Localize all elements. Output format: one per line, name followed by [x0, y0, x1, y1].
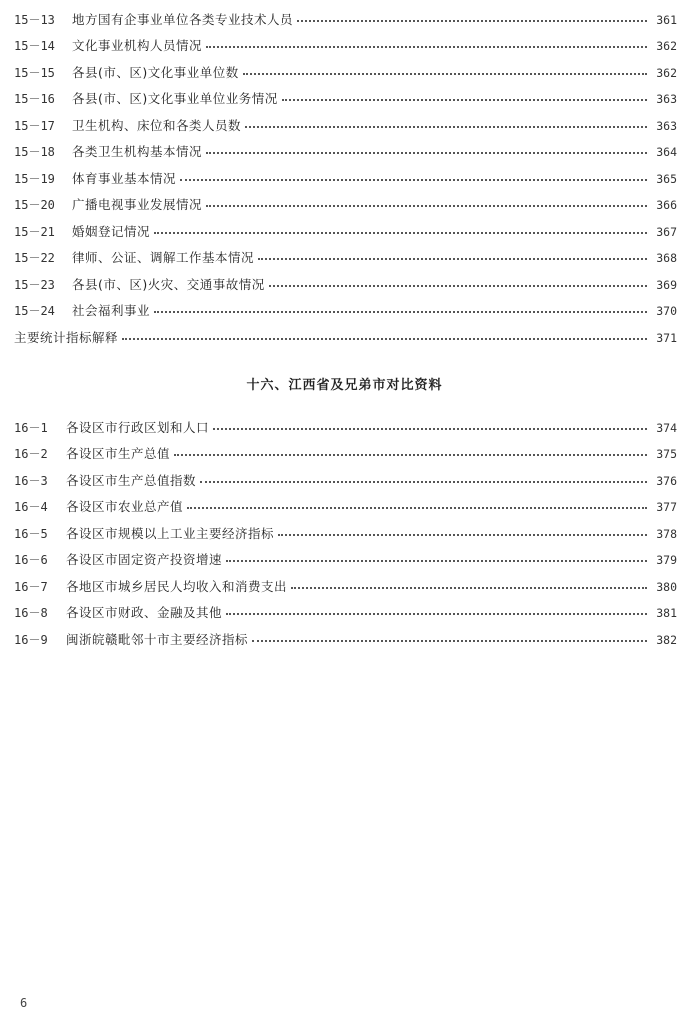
entry-title: 律师、公证、调解工作基本情况 [72, 250, 255, 265]
entry-title: 广播电视事业发展情况 [72, 197, 203, 212]
entry-number: 15－24 [14, 304, 55, 318]
entry-number: 15－17 [14, 119, 55, 133]
toc-entry-15-16[interactable] [14, 89, 677, 109]
entry-page: 377 [656, 500, 677, 514]
entry-number: 15－18 [14, 145, 55, 159]
entry-page: 382 [656, 633, 677, 647]
entry-title: 卫生机构、床位和各类人员数 [72, 118, 242, 133]
toc-entry-16-5[interactable] [14, 524, 677, 544]
dot-leader [200, 481, 647, 483]
entry-title: 各县(市、区)文化事业单位业务情况 [72, 91, 278, 106]
dot-leader [226, 613, 647, 615]
toc-entry-indicator-explanation[interactable] [14, 328, 677, 348]
dot-leader [206, 152, 647, 154]
entry-title: 各设区市农业总产值 [66, 499, 184, 514]
entry-page: 367 [656, 225, 677, 239]
toc-entry-15-17[interactable] [14, 116, 677, 136]
toc-entry-15-24[interactable] [14, 301, 677, 321]
toc-entry-16-6[interactable] [14, 550, 677, 570]
entry-page: 378 [656, 527, 677, 541]
entry-title: 体育事业基本情况 [72, 171, 177, 186]
entry-page: 380 [656, 580, 677, 594]
entry-title: 各设区市财政、金融及其他 [66, 605, 223, 620]
toc-entry-16-7[interactable] [14, 577, 677, 597]
entry-number: 16－2 [14, 447, 48, 461]
toc-entry-15-19[interactable] [14, 169, 677, 189]
toc-entry-15-14[interactable] [14, 36, 677, 56]
toc-entry-16-8[interactable] [14, 603, 677, 623]
dot-leader [243, 73, 647, 75]
entry-number: 16－9 [14, 633, 48, 647]
entry-page: 370 [656, 304, 677, 318]
toc-entry-16-3[interactable] [14, 471, 677, 491]
dot-leader [252, 640, 647, 642]
entry-title: 各县(市、区)文化事业单位数 [72, 65, 239, 80]
entry-page: 362 [656, 66, 677, 80]
entry-page: 363 [656, 119, 677, 133]
entry-title: 社会福利事业 [72, 303, 151, 318]
entry-number: 16－3 [14, 474, 48, 488]
dot-leader [282, 99, 647, 101]
entry-number: 16－5 [14, 527, 48, 541]
entry-page: 369 [656, 278, 677, 292]
toc-entry-15-15[interactable] [14, 63, 677, 83]
entry-title: 闽浙皖赣毗邻十市主要经济指标 [66, 632, 249, 647]
dot-leader [154, 311, 647, 313]
entry-page: 362 [656, 39, 677, 53]
entry-title: 婚姻登记情况 [72, 224, 151, 239]
toc-entry-15-21[interactable] [14, 222, 677, 242]
entry-title: 各设区市生产总值指数 [66, 473, 197, 488]
section-heading: 十六、江西省及兄弟市对比资料 [246, 378, 443, 393]
entry-title: 主要统计指标解释 [14, 330, 119, 345]
entry-number: 15－13 [14, 13, 55, 27]
toc-entry-15-22[interactable] [14, 248, 677, 268]
dot-leader [187, 507, 647, 509]
toc-entry-15-23[interactable] [14, 275, 677, 295]
entry-page: 366 [656, 198, 677, 212]
entry-page: 371 [656, 331, 677, 345]
toc-entry-15-18[interactable] [14, 142, 677, 162]
dot-leader [297, 20, 647, 22]
entry-number: 16－7 [14, 580, 48, 594]
dot-leader [278, 534, 647, 536]
dot-leader [122, 338, 647, 340]
entry-number: 15－22 [14, 251, 55, 265]
entry-title: 各类卫生机构基本情况 [72, 144, 203, 159]
dot-leader [174, 454, 647, 456]
entry-page: 363 [656, 92, 677, 106]
entry-number: 15－16 [14, 92, 55, 106]
entry-page: 381 [656, 606, 677, 620]
entry-title: 各设区市固定资产投资增速 [66, 552, 223, 567]
entry-number: 15－20 [14, 198, 55, 212]
entry-number: 16－1 [14, 421, 48, 435]
entry-title: 文化事业机构人员情况 [72, 38, 203, 53]
dot-leader [213, 428, 647, 430]
entry-page: 368 [656, 251, 677, 265]
entry-number: 15－21 [14, 225, 55, 239]
dot-leader [154, 232, 647, 234]
toc-entry-16-9[interactable] [14, 630, 677, 650]
entry-title: 各设区市行政区划和人口 [66, 420, 210, 435]
entry-page: 361 [656, 13, 677, 27]
dot-leader [258, 258, 647, 260]
entry-page: 374 [656, 421, 677, 435]
entry-page: 365 [656, 172, 677, 186]
dot-leader [269, 285, 647, 287]
entry-number: 15－14 [14, 39, 55, 53]
entry-number: 15－23 [14, 278, 55, 292]
entry-title: 各设区市规模以上工业主要经济指标 [66, 526, 275, 541]
entry-number: 16－6 [14, 553, 48, 567]
entry-title: 各县(市、区)火灾、交通事故情况 [72, 277, 265, 292]
toc-entry-15-20[interactable] [14, 195, 677, 215]
toc-entry-16-2[interactable] [14, 444, 677, 464]
dot-leader [245, 126, 647, 128]
page-number: 6 [20, 996, 28, 1010]
entry-page: 379 [656, 553, 677, 567]
toc-entry-16-4[interactable] [14, 497, 677, 517]
entry-page: 376 [656, 474, 677, 488]
entry-title: 各设区市生产总值 [66, 446, 171, 461]
entry-number: 16－4 [14, 500, 48, 514]
toc-entry-15-13[interactable] [14, 10, 677, 30]
entry-title: 各地区市城乡居民人均收入和消费支出 [66, 579, 288, 594]
entry-number: 15－19 [14, 172, 55, 186]
entry-page: 375 [656, 447, 677, 461]
dot-leader [206, 46, 647, 48]
toc-entry-16-1[interactable] [14, 418, 677, 438]
entry-number: 16－8 [14, 606, 48, 620]
entry-title: 地方国有企事业单位各类专业技术人员 [72, 12, 294, 27]
dot-leader [226, 560, 647, 562]
dot-leader [291, 587, 647, 589]
dot-leader [180, 179, 647, 181]
entry-page: 364 [656, 145, 677, 159]
dot-leader [206, 205, 647, 207]
entry-number: 15－15 [14, 66, 55, 80]
